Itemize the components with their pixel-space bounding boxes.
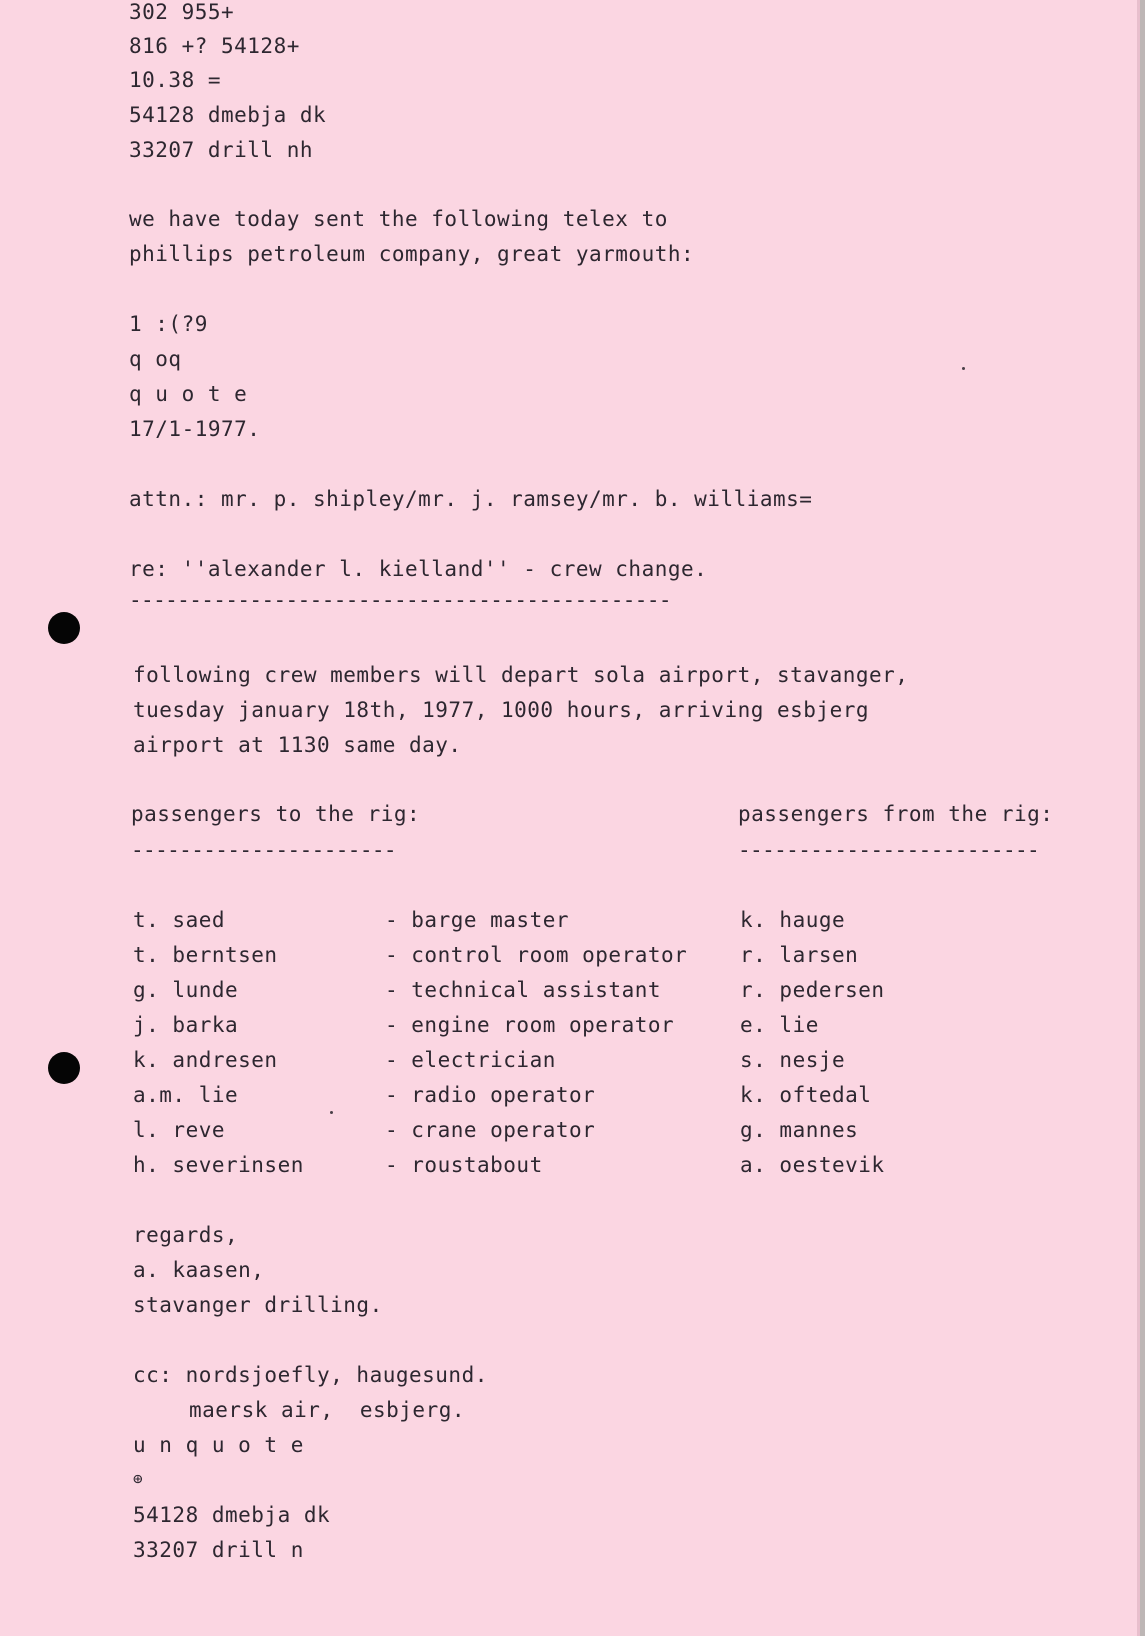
crew-role: - technical assistant <box>385 978 662 1002</box>
passengers-to-underline: ---------------------- <box>131 838 396 862</box>
cc-line-1: cc: nordsjoefly, haugesund. <box>133 1363 488 1387</box>
re-line: re: ''alexander l. kielland'' - crew change. <box>129 557 708 581</box>
signoff-line-3: stavanger drilling. <box>133 1293 383 1317</box>
crew-role: - electrician <box>385 1048 556 1072</box>
passengers-from-underline: ------------------------- <box>738 838 1040 862</box>
ink-speck <box>330 1111 333 1114</box>
from-name: s. nesje <box>740 1048 846 1072</box>
from-name: e. lie <box>740 1013 819 1037</box>
crew-role: - barge master <box>385 908 570 932</box>
to-name: t. berntsen <box>133 943 278 967</box>
attn-line: attn.: mr. p. shipley/mr. j. ramsey/mr. b. williams= <box>129 487 813 511</box>
unquote-line: u n q u o t e <box>133 1433 304 1457</box>
to-name: j. barka <box>133 1013 239 1037</box>
re-underline: --------------------------------------------- <box>129 588 671 612</box>
header-line-3: 10.38 = <box>129 68 222 92</box>
quote-date: 17/1-1977. <box>129 417 261 441</box>
quote-line-1: 1 :(?9 <box>129 312 208 336</box>
from-name: a. oestevik <box>740 1153 885 1177</box>
from-name: k. hauge <box>740 908 846 932</box>
crew-role: - engine room operator <box>385 1013 675 1037</box>
header-line-1: 302 955+ <box>129 0 235 24</box>
header-line-2: 816 +? 54128+ <box>129 34 300 58</box>
punch-hole-top <box>48 612 80 644</box>
body-line-2: tuesday january 18th, 1977, 1000 hours, arriving esbjerg <box>133 698 870 722</box>
body-line-3: airport at 1130 same day. <box>133 733 462 757</box>
crew-role: - crane operator <box>385 1118 596 1142</box>
from-name: r. larsen <box>740 943 859 967</box>
to-name: h. severinsen <box>133 1153 304 1177</box>
passengers-to-header: passengers to the rig: <box>131 802 421 826</box>
to-name: l. reve <box>133 1118 226 1142</box>
header-line-4: 54128 dmebja dk <box>129 103 327 127</box>
from-name: k. oftedal <box>740 1083 872 1107</box>
body-line-1: following crew members will depart sola airport, stavanger, <box>133 663 909 687</box>
cc-line-2: maersk air, esbjerg. <box>189 1398 466 1422</box>
passengers-from-header: passengers from the rig: <box>738 802 1054 826</box>
signoff-line-2: a. kaasen, <box>133 1258 265 1282</box>
page-edge <box>1140 0 1145 1636</box>
to-name: a.m. lie <box>133 1083 239 1107</box>
footer-line-1: 54128 dmebja dk <box>133 1503 331 1527</box>
intro-line-1: we have today sent the following telex to <box>129 207 668 231</box>
signoff-line-1: regards, <box>133 1223 239 1247</box>
from-name: g. mannes <box>740 1118 859 1142</box>
to-name: g. lunde <box>133 978 239 1002</box>
to-name: t. saed <box>133 908 226 932</box>
from-name: r. pedersen <box>740 978 885 1002</box>
quote-line-3: q u o t e <box>129 382 248 406</box>
header-line-5: 33207 drill nh <box>129 138 314 162</box>
crew-role: - radio operator <box>385 1083 596 1107</box>
quote-line-2: q oq <box>129 347 182 371</box>
punch-hole-bottom <box>48 1052 80 1084</box>
footer-line-2: 33207 drill n <box>133 1538 304 1562</box>
crew-role: - control room operator <box>385 943 688 967</box>
cross-mark: ⊕ <box>133 1469 144 1488</box>
intro-line-2: phillips petroleum company, great yarmouth: <box>129 242 695 266</box>
crew-role: - roustabout <box>385 1153 543 1177</box>
to-name: k. andresen <box>133 1048 278 1072</box>
ink-speck <box>962 367 965 370</box>
